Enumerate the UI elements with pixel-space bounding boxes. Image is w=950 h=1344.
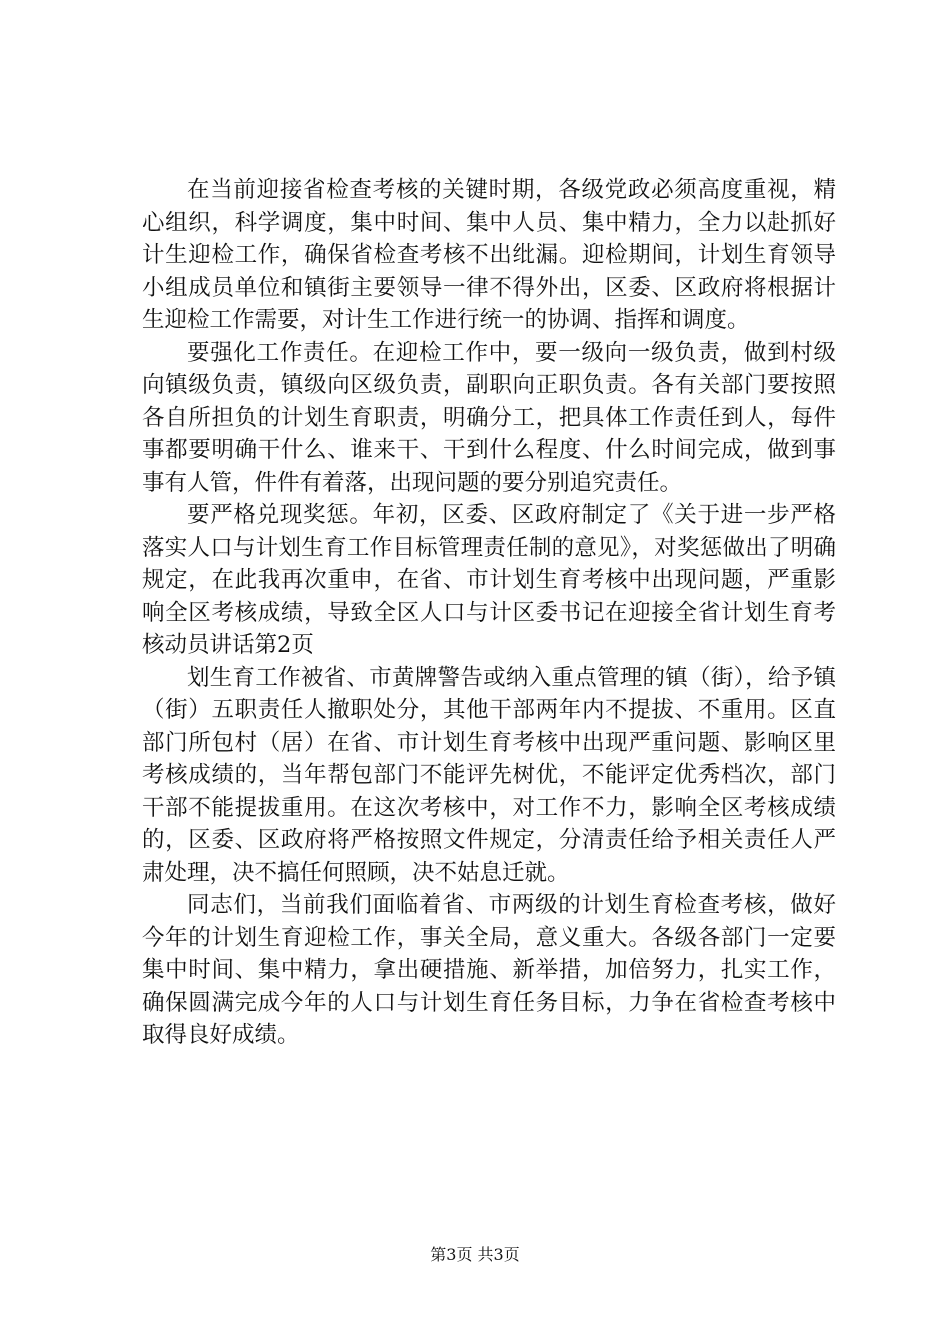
paragraph-5: 同志们，当前我们面临着省、市两级的计划生育检查考核，做好今年的计划生育迎检工作，事关全局，意义重大。各级各部门一定要集中时间、集中精力，拿出硬措施、新举措，加倍努力，扎实工作，确保圆满完成今年的人口与计划生育任务目标，力争在省检查考核中取得良好成绩。 — [142, 892, 836, 1048]
paragraph-3: 要严格兑现奖惩。年初，区委、区政府制定了《关于进一步严格落实人口与计划生育工作目标管理责任制的意见》，对奖惩做出了明确规定，在此我再次重申，在省、市计划生育考核中出现问题，严重影响全区考核成绩，导致全区人口与计区委书记在迎接全省计划生育考核动员讲话第2页 — [142, 502, 836, 658]
document-body — [142, 174, 836, 1052]
paragraph-2: 要强化工作责任。在迎检工作中，要一级向一级负责，做到村级向镇级负责，镇级向区级负责，副职向正职负责。各有关部门要按照各自所担负的计划生育职责，明确分工，把具体工作责任到人，每件事都要明确干什么、谁来干、干到什么程度、什么时间完成，做到事事有人管，件件有着落，出现问题的要分别追究责任。 — [142, 339, 836, 496]
page-footer: 第3页 共3页 — [430, 1245, 520, 1264]
paragraph-1: 在当前迎接省检查考核的关键时期，各级党政必须高度重视，精心组织，科学调度，集中时间、集中人员、集中精力，全力以赴抓好计生迎检工作，确保省检查考核不出纰漏。迎检期间，计划生育领导小组成员单位和镇街主要领导一律不得外出，区委、区政府将根据计生迎检工作需要，对计生工作进行统一的协调、指挥和调度。 — [142, 177, 836, 333]
paragraph-4: 划生育工作被省、市黄牌警告或纳入重点管理的镇（街），给予镇（街）五职责任人撤职处分，其他干部两年内不提拔、不重用。区直部门所包村（居）在省、市计划生育考核中出现严重问题、影响区里考核成绩的，当年帮包部门不能评先树优，不能评定优秀档次，部门干部不能提拔重用。在这次考核中，对工作不力，影响全区考核成绩的，区委、区政府将严格按照文件规定，分清责任给予相关责任人严肃处理，决不搞任何照顾，决不姑息迁就。 — [142, 664, 836, 886]
